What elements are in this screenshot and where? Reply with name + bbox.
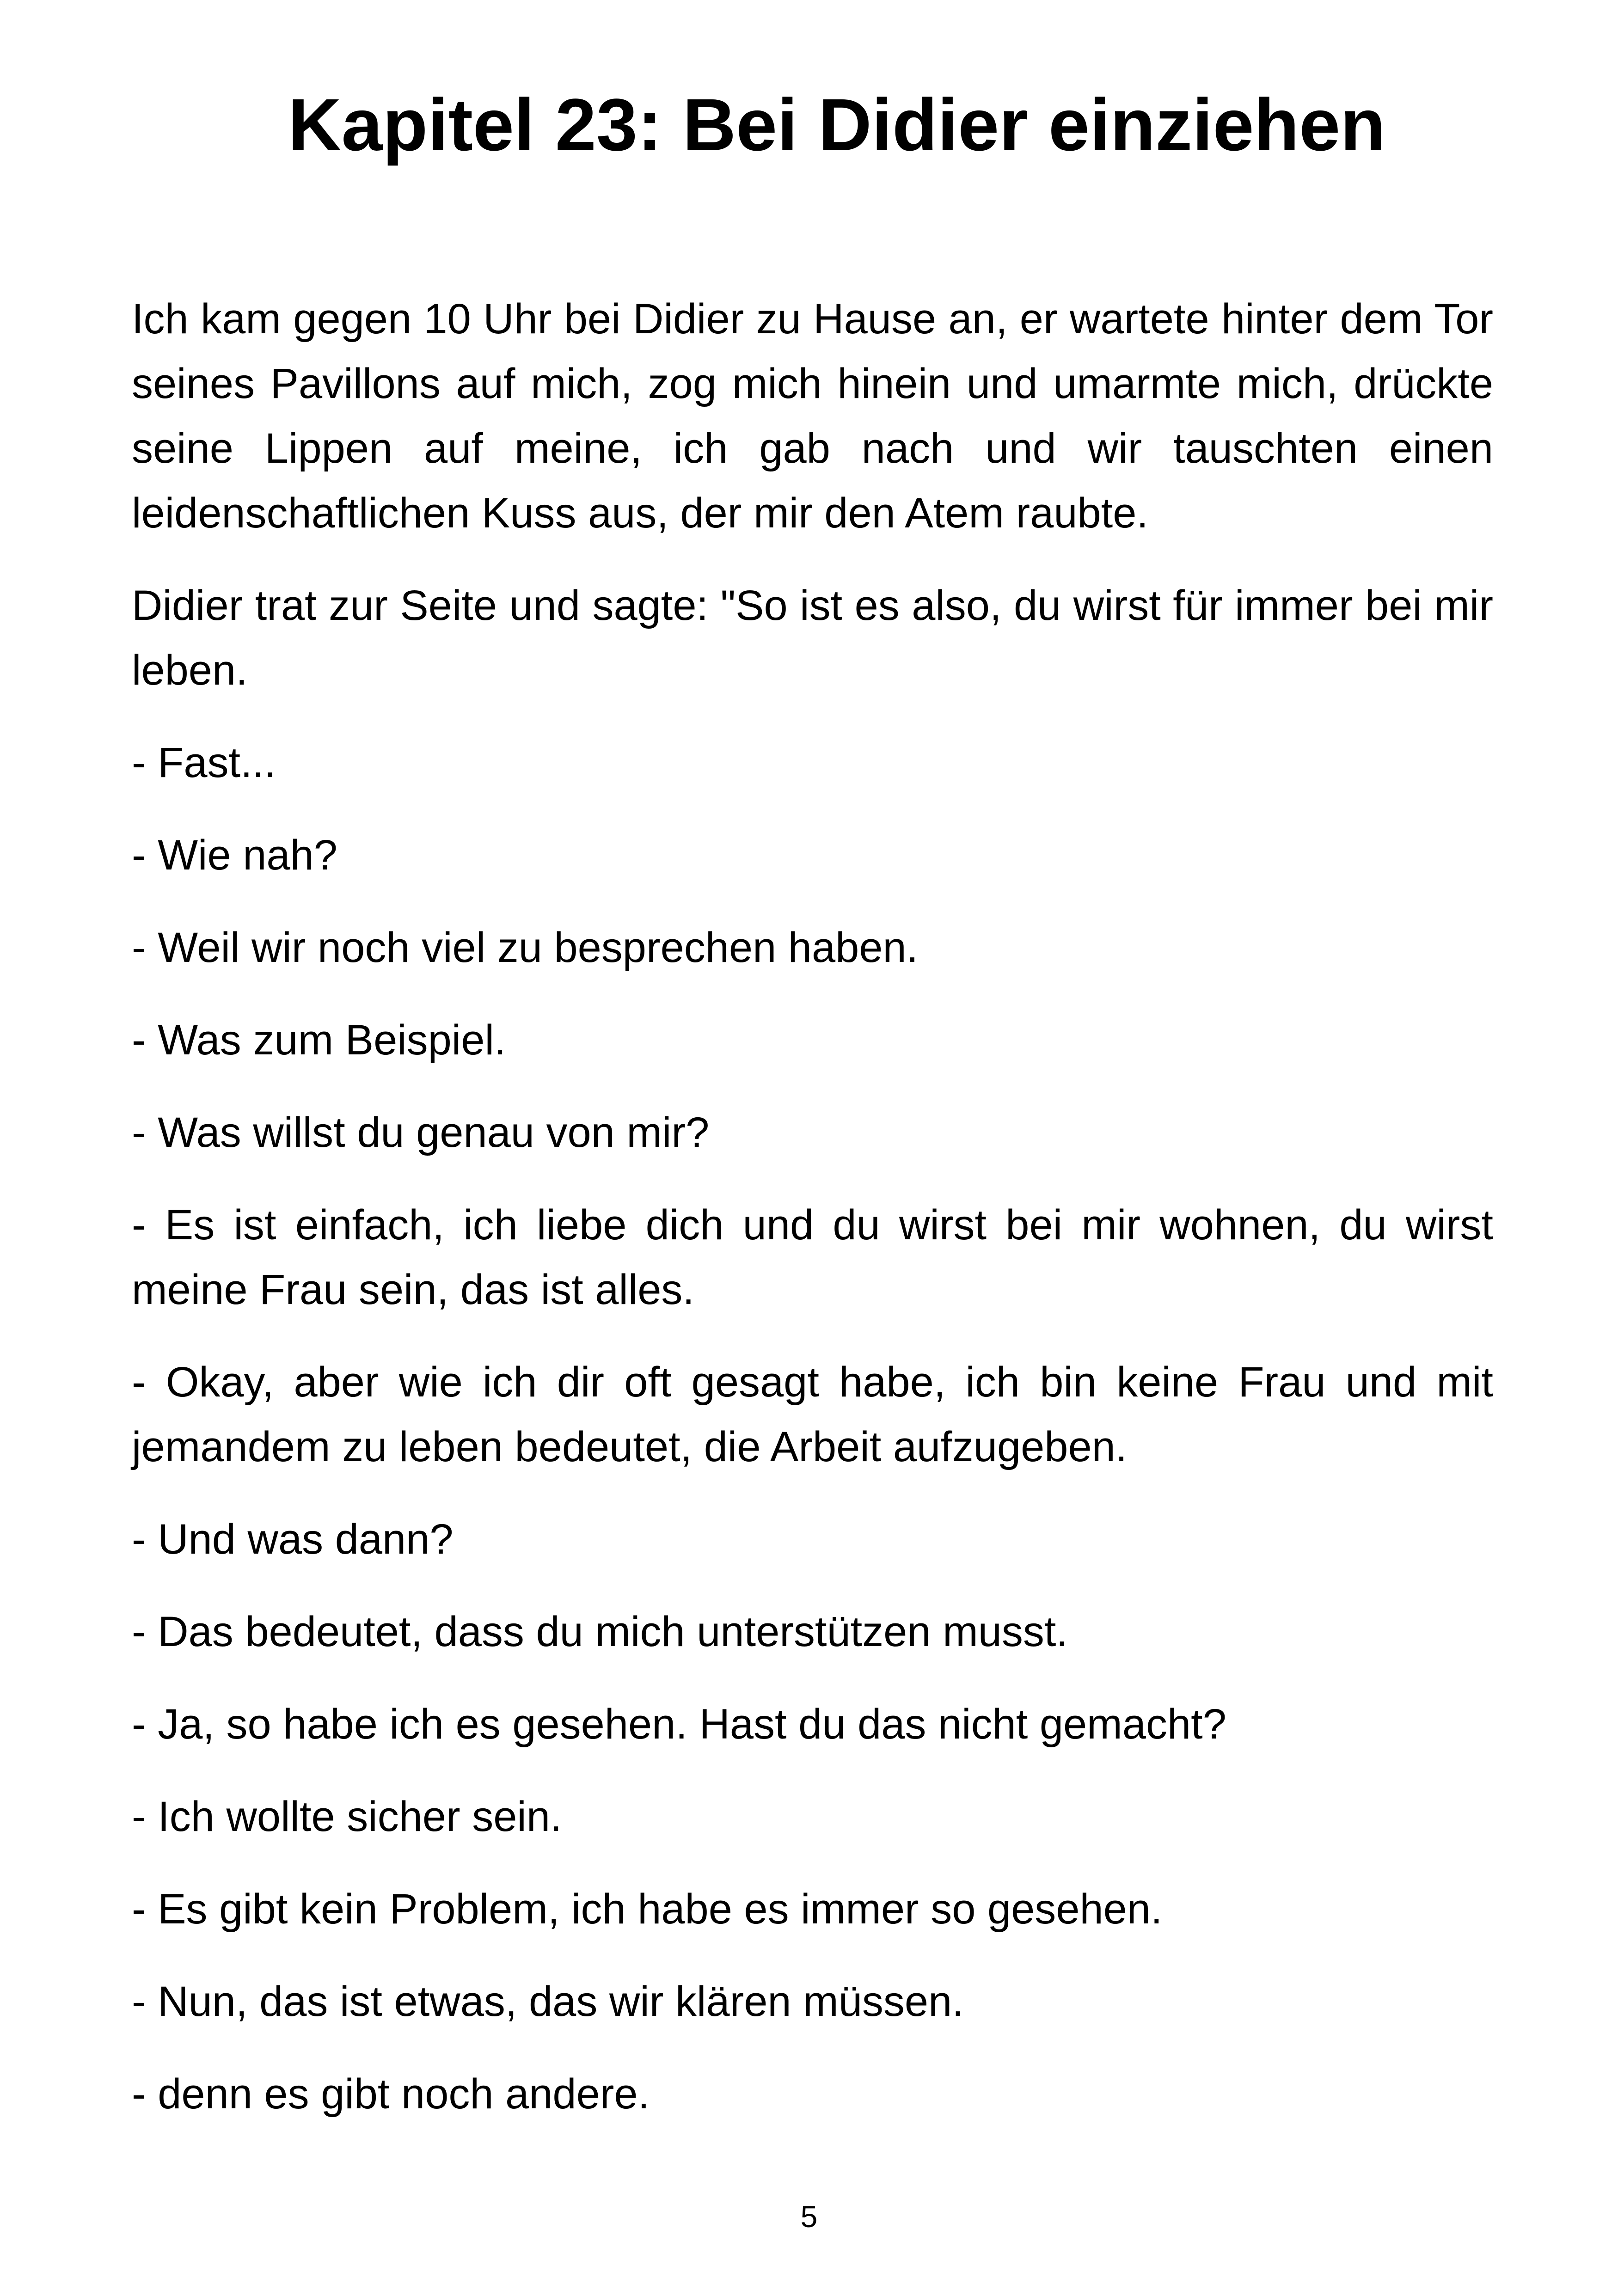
paragraph: Didier trat zur Seite und sagte: "So ist es also, du wirst für immer bei mir leben. bbox=[132, 582, 1493, 694]
dialogue-line: - denn es gibt noch andere. bbox=[132, 2070, 650, 2118]
dialogue-line: - Wie nah? bbox=[132, 832, 337, 879]
body-text bbox=[132, 287, 1493, 2154]
dialogue-line: - Weil wir noch viel zu besprechen haben. bbox=[132, 924, 919, 971]
dialogue-line: - Was zum Beispiel. bbox=[132, 1016, 506, 1064]
dialogue-line: - Es gibt kein Problem, ich habe es immer so gesehen. bbox=[132, 1886, 1163, 1933]
dialogue-line: - Nun, das ist etwas, das wir klären müssen. bbox=[132, 1978, 964, 2025]
dialogue-line: - Und was dann? bbox=[132, 1516, 454, 1563]
dialogue-line: - Okay, aber wie ich dir oft gesagt habe, ich bin keine Frau und mit jemandem zu leben bedeutet, die Arbeit aufzugeben. bbox=[132, 1359, 1493, 1470]
dialogue-line: - Fast... bbox=[132, 739, 276, 786]
dialogue-line: - Ja, so habe ich es gesehen. Hast du das nicht gemacht? bbox=[132, 1701, 1226, 1748]
dialogue-line: - Ich wollte sicher sein. bbox=[132, 1793, 562, 1840]
dialogue-line: - Das bedeutet, dass du mich unterstützen musst. bbox=[132, 1608, 1068, 1655]
page-number: 5 bbox=[800, 2199, 818, 2234]
dialogue-line: - Es ist einfach, ich liebe dich und du wirst bei mir wohnen, du wirst meine Frau sein, das ist alles. bbox=[132, 1201, 1493, 1313]
dialogue-line: - Was willst du genau von mir? bbox=[132, 1109, 710, 1156]
paragraph: Ich kam gegen 10 Uhr bei Didier zu Hause an, er wartete hinter dem Tor seines Pavillons auf mich, zog mich hinein und umarmte mich, drückte seine Lippen auf meine, ich gab nach und wir tauschten einen leidenschaftlichen Kuss aus, der mir den Atem raubte. bbox=[132, 295, 1493, 537]
chapter-title: Kapitel 23: Bei Didier einziehen bbox=[288, 83, 1385, 166]
